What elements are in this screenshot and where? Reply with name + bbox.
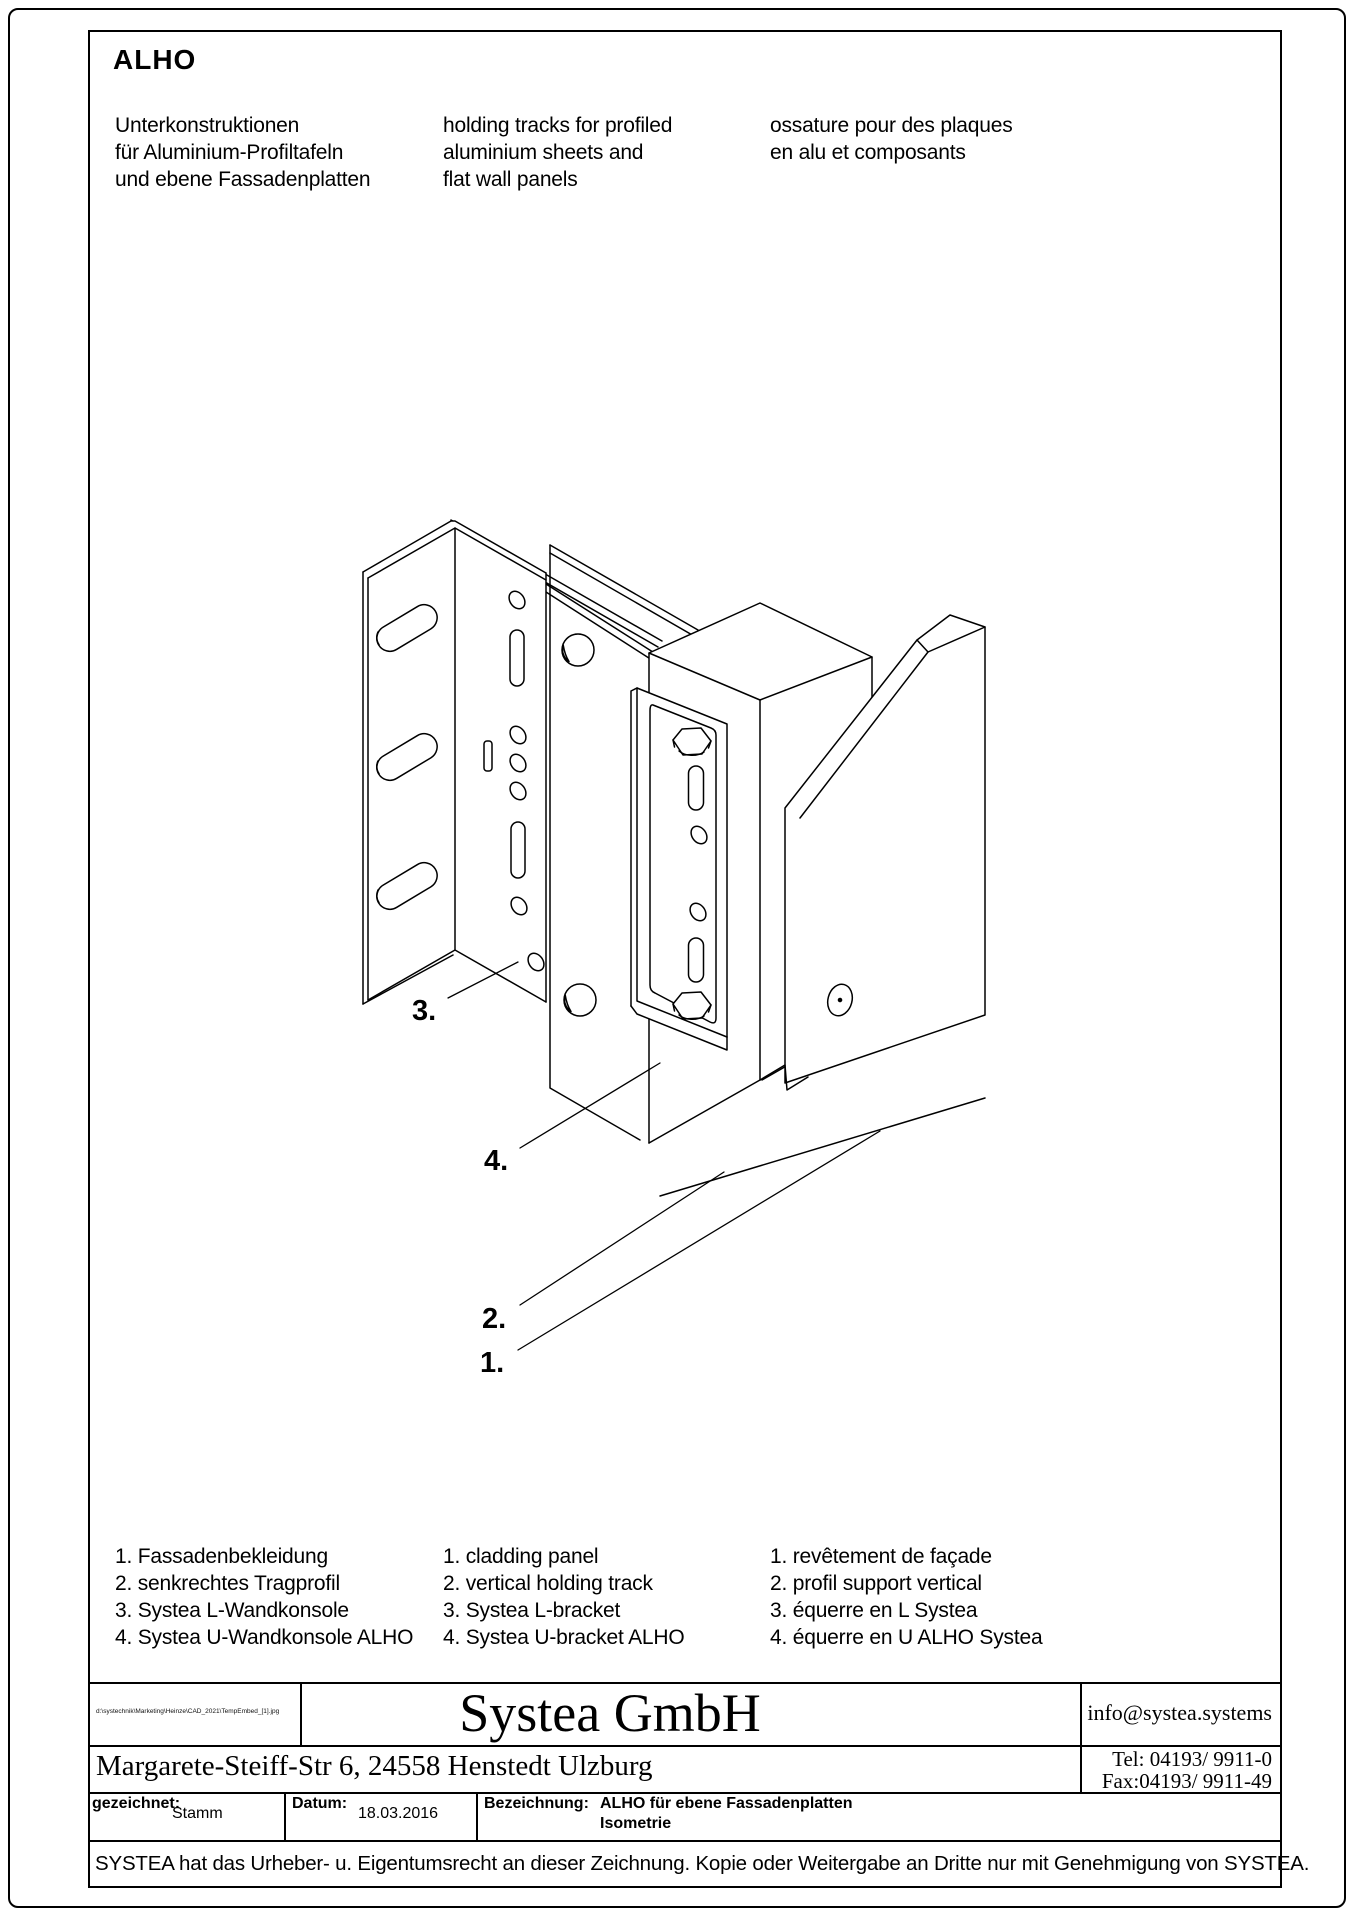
drawn-by-label: gezeichnet: (92, 1795, 181, 1812)
drawn-by-value: Stamm (172, 1805, 223, 1822)
titleblock-border (284, 1792, 286, 1840)
callout-2: 2. (482, 1303, 507, 1335)
callout-4: 4. (484, 1145, 509, 1177)
intro-fr-line: ossature pour des plaques (770, 114, 1013, 137)
date-label: Datum: (292, 1795, 348, 1812)
callout-3: 3. (412, 995, 437, 1027)
company-email: info@systea.systems (1087, 1700, 1272, 1725)
file-path: d:\systechnik\Marketing\Heinze\CAD_2021\TempEmbed_[1].jpg (96, 1708, 280, 1715)
description-line2: Isometrie (600, 1815, 672, 1832)
legend-de-item: 1. Fassadenbekleidung (115, 1545, 328, 1568)
titleblock-border (88, 1840, 1282, 1842)
legend-french (770, 1543, 1042, 1651)
legend-fr-item: 4. équerre en U ALHO Systea (770, 1626, 1043, 1649)
copyright-notice: SYSTEA hat das Urheber- u. Eigentumsrecht an dieser Zeichnung. Kopie oder Weitergabe an Dritte nur mit Genehmigung von SYSTEA. (95, 1852, 1310, 1875)
company-phone: Tel: 04193/ 9911-0 (1112, 1747, 1272, 1771)
intro-de-line: für Aluminium-Profiltafeln (115, 141, 344, 164)
titleblock-border (300, 1682, 302, 1745)
company-fax: Fax:04193/ 9911-49 (1101, 1769, 1272, 1793)
intro-fr-line: en alu et composants (770, 141, 966, 164)
legend-fr-item: 1. revêtement de façade (770, 1545, 992, 1568)
product-title: ALHO (113, 44, 197, 75)
intro-en-line: holding tracks for profiled (443, 114, 673, 137)
legend-fr-item: 3. équerre en L Systea (770, 1599, 978, 1622)
legend-de-item: 2. senkrechtes Tragprofil (115, 1572, 340, 1595)
intro-en-line: flat wall panels (443, 168, 578, 191)
legend-english (443, 1543, 684, 1651)
legend-de-item: 4. Systea U-Wandkonsole ALHO (115, 1626, 414, 1649)
intro-de-line: und ebene Fassadenplatten (115, 168, 371, 191)
date-value: 18.03.2016 (358, 1805, 439, 1822)
titleblock-border (476, 1792, 478, 1840)
legend-german (115, 1543, 413, 1651)
legend-en-item: 4. Systea U-bracket ALHO (443, 1626, 685, 1649)
l-bracket (363, 521, 547, 1004)
u-bracket (631, 688, 727, 1050)
description-label: Bezeichnung: (484, 1795, 589, 1812)
legend-en-item: 3. Systea L-bracket (443, 1599, 621, 1622)
legend-en-item: 2. vertical holding track (443, 1572, 653, 1595)
legend-en-item: 1. cladding panel (443, 1545, 599, 1568)
callout-1: 1. (480, 1347, 505, 1379)
company-address: Margarete-Steiff-Str 6, 24558 Henstedt Ulzburg (96, 1750, 653, 1782)
leader-2 (520, 1172, 724, 1305)
legend-fr-item: 2. profil support vertical (770, 1572, 982, 1595)
intro-de-line: Unterkonstruktionen (115, 114, 300, 137)
company-name: Systea GmbH (459, 1683, 761, 1743)
intro-en-line: aluminium sheets and (443, 141, 644, 164)
legend-de-item: 3. Systea L-Wandkonsole (115, 1599, 349, 1622)
leader-1 (518, 1131, 880, 1350)
description-line1: ALHO für ebene Fassadenplatten (600, 1795, 853, 1812)
